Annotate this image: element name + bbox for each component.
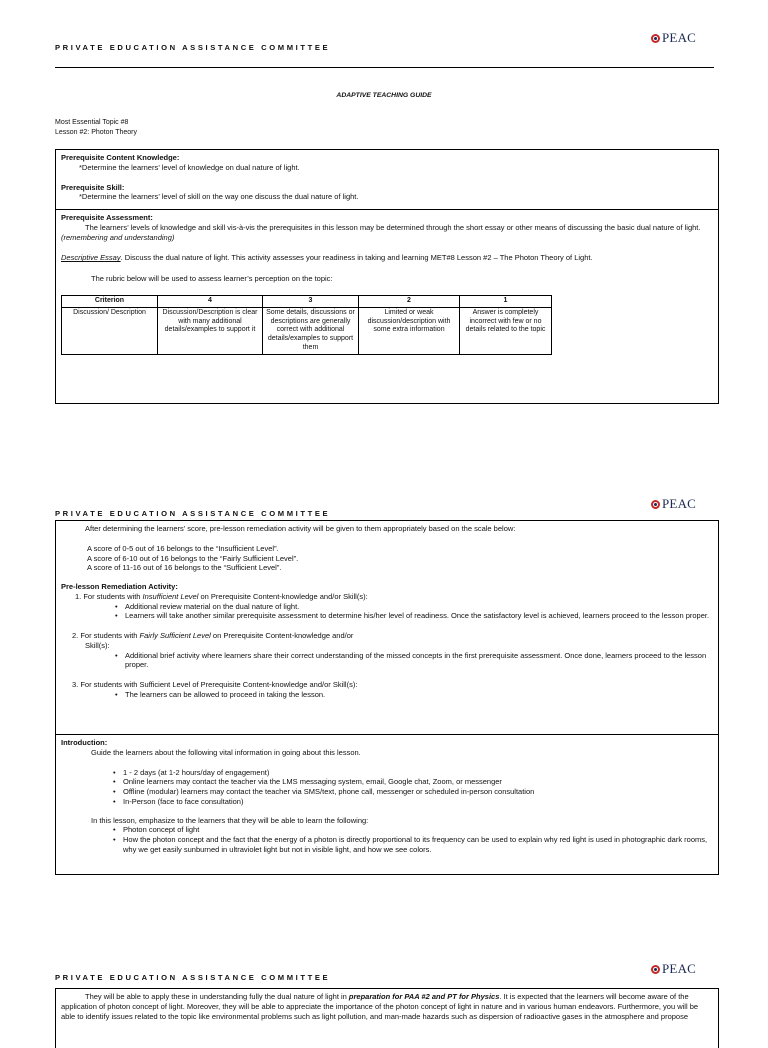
continuation-text: They will be able to apply these in understanding fully the dual nature of light in — [85, 992, 349, 1001]
header-org-name: PRIVATE EDUCATION ASSISTANCE COMMITTEE — [55, 43, 331, 52]
introduction-emphasize: In this lesson, emphasize to the learners that they will be able to learn the following: — [91, 815, 369, 825]
rubric-table — [61, 295, 552, 355]
continuation-box — [55, 988, 719, 1048]
list-item: • Additional review material on the dual nature of light. — [115, 602, 713, 612]
peac-logo-icon — [651, 34, 660, 43]
introduction-guide: Guide the learners about the following vital information in going about this lesson. — [91, 747, 361, 757]
peac-logo — [651, 961, 696, 978]
rubric-header-row — [62, 296, 552, 308]
introduction-cell — [56, 735, 718, 875]
item2-text: 2. For students with — [72, 631, 140, 640]
rubric-row — [62, 307, 552, 354]
list-item: • Photon concept of light — [113, 825, 713, 835]
list-item: • Offline (modular) learners may contact the teacher via SMS/text, phone call, messenger or scheduled in-person consultation — [113, 787, 713, 797]
skill-text: *Determine the learners’ level of skill on the way one discuss the dual nature of light. — [79, 192, 359, 202]
peac-logo-icon — [651, 500, 660, 509]
item1-text-rest: on Prerequisite Content-knowledge and/or Skill(s): — [198, 591, 368, 601]
item1-text: 1. For students with — [75, 591, 143, 601]
assessment-note: (remembering and understanding) — [61, 232, 175, 242]
remediation-box — [55, 520, 719, 875]
list-item: • Online learners may contact the teacher via the LMS messaging system, email, Google chat, Zoom, or messenger — [113, 777, 713, 787]
peac-logo — [651, 496, 696, 513]
item2-skills: Skill(s): — [85, 640, 110, 650]
skill-label: Prerequisite Skill: — [61, 182, 125, 192]
rubric-cell: Discussion/Description is clear with many additional details/examples to support it — [158, 307, 263, 354]
continuation-text-rest: . It is expected that the learners will become aware of the application of photon concept of light. Moreover, they will be able to appreciate the importance of the photon concept of light in nature and in various human endeavors. Furthermore, you will be able to identify issues related to the topic like environmental problems such as light pollution, and man-made hazards such as dispersion of radioactive gases in the atmosphere and propose — [61, 992, 699, 1021]
score-line: A score of 6-10 out of 16 belongs to the “Fairly Sufficient Level”. — [87, 553, 299, 563]
introduction-label: Introduction: — [61, 738, 108, 747]
topic-line: Most Essential Topic #8 — [55, 119, 129, 126]
rubric-cell: Discussion/ Description — [62, 307, 158, 354]
list-item: • The learners can be allowed to proceed in taking the lesson. — [115, 690, 713, 700]
header-rule — [55, 67, 714, 68]
lesson-line: Lesson #2: Photon Theory — [55, 129, 137, 136]
list-item: • 1 - 2 days (at 1-2 hours/day of engagement) — [113, 768, 713, 778]
list-item: • Additional brief activity where learners share their correct understanding of the missed concepts in the first prerequisite assessment. Once done, learners proceed to the lesson proper. — [115, 651, 713, 671]
list-item: • How the photon concept and the fact that the energy of a photon is directly proportional to its frequency can be used to explain why red light is used in photographic dark rooms, why we get easily sunburned in ultraviolet light but not in visible light, and how we see colors. — [113, 835, 713, 855]
prerequisite-box — [55, 149, 719, 404]
essay-text: . Discuss the dual nature of light. This activity assesses your readiness in taking and learning MET#8 Lesson #2 – The Photon Theory of Light. — [120, 253, 593, 263]
rubric-cell: Answer is completely incorrect with few or no details related to the topic — [460, 307, 552, 354]
list-item: • Learners will take another similar prerequisite assessment to determine his/her level of readiness. Once the satisfactory level is achieved, learners proceed to the lesson proper. — [115, 611, 713, 621]
logo-text: PEAC — [662, 961, 697, 976]
score-line: A score of 0-5 out of 16 belongs to the “Insufficient Level”. — [87, 543, 279, 553]
item2-text-rest: on Prerequisite Content-knowledge and/or — [210, 631, 354, 640]
content-knowledge-text: *Determine the learners’ level of knowledge on dual nature of light. — [79, 162, 300, 172]
prerequisite-assessment-cell — [56, 210, 718, 404]
item1-level: Insufficient Level — [142, 591, 199, 601]
rubric-header: 4 — [158, 296, 263, 308]
logo-text: PEAC — [662, 30, 697, 45]
item2-level: Fairly Sufficient Level — [139, 631, 211, 640]
page-title: ADAPTIVE TEACHING GUIDE — [336, 92, 432, 99]
rubric-intro: The rubric below will be used to assess learner’s perception on the topic: — [91, 274, 333, 283]
score-line: A score of 11-16 out of 16 belongs to the “Sufficient Level”. — [87, 563, 282, 573]
header-org-name: PRIVATE EDUCATION ASSISTANCE COMMITTEE — [55, 973, 331, 982]
rubric-cell: Limited or weak discussion/description with some extra information — [359, 307, 460, 354]
continuation-cell — [56, 989, 718, 1024]
peac-logo-icon — [651, 965, 660, 974]
essay-label: Descriptive Essay — [61, 253, 121, 263]
rubric-header: 2 — [359, 296, 460, 308]
rubric-header: 1 — [460, 296, 552, 308]
rubric-header: 3 — [263, 296, 359, 308]
rubric-header: Criterion — [62, 296, 158, 308]
remediation-cell — [56, 521, 718, 735]
assessment-text: The learners’ levels of knowledge and skill vis-à-vis the prerequisites in this lesson may be determined through the short essay or other means of discussing the basic dual nature of light. — [85, 222, 701, 232]
prerequisite-knowledge-cell — [56, 150, 718, 210]
continuation-emphasis: preparation for PAA #2 and PT for Physics — [348, 992, 500, 1001]
remediation-intro: After determining the learners’ score, pre-lesson remediation activity will be given to them appropriately based on the scale below: — [85, 524, 516, 533]
remediation-label: Pre-lesson Remediation Activity: — [61, 582, 178, 591]
rubric-cell: Some details, discussions or descriptions are generally correct with additional details/examples to support them — [263, 307, 359, 354]
content-knowledge-label: Prerequisite Content Knowledge: — [61, 153, 180, 162]
item3-text: 3. For students with Sufficient Level of Prerequisite Content-knowledge and/or Skill(s): — [72, 680, 358, 689]
assessment-label: Prerequisite Assessment: — [61, 213, 153, 222]
peac-logo — [651, 30, 696, 47]
list-item: • In-Person (face to face consultation) — [113, 797, 713, 807]
logo-text: PEAC — [662, 496, 697, 511]
header-org-name: PRIVATE EDUCATION ASSISTANCE COMMITTEE — [55, 509, 331, 518]
